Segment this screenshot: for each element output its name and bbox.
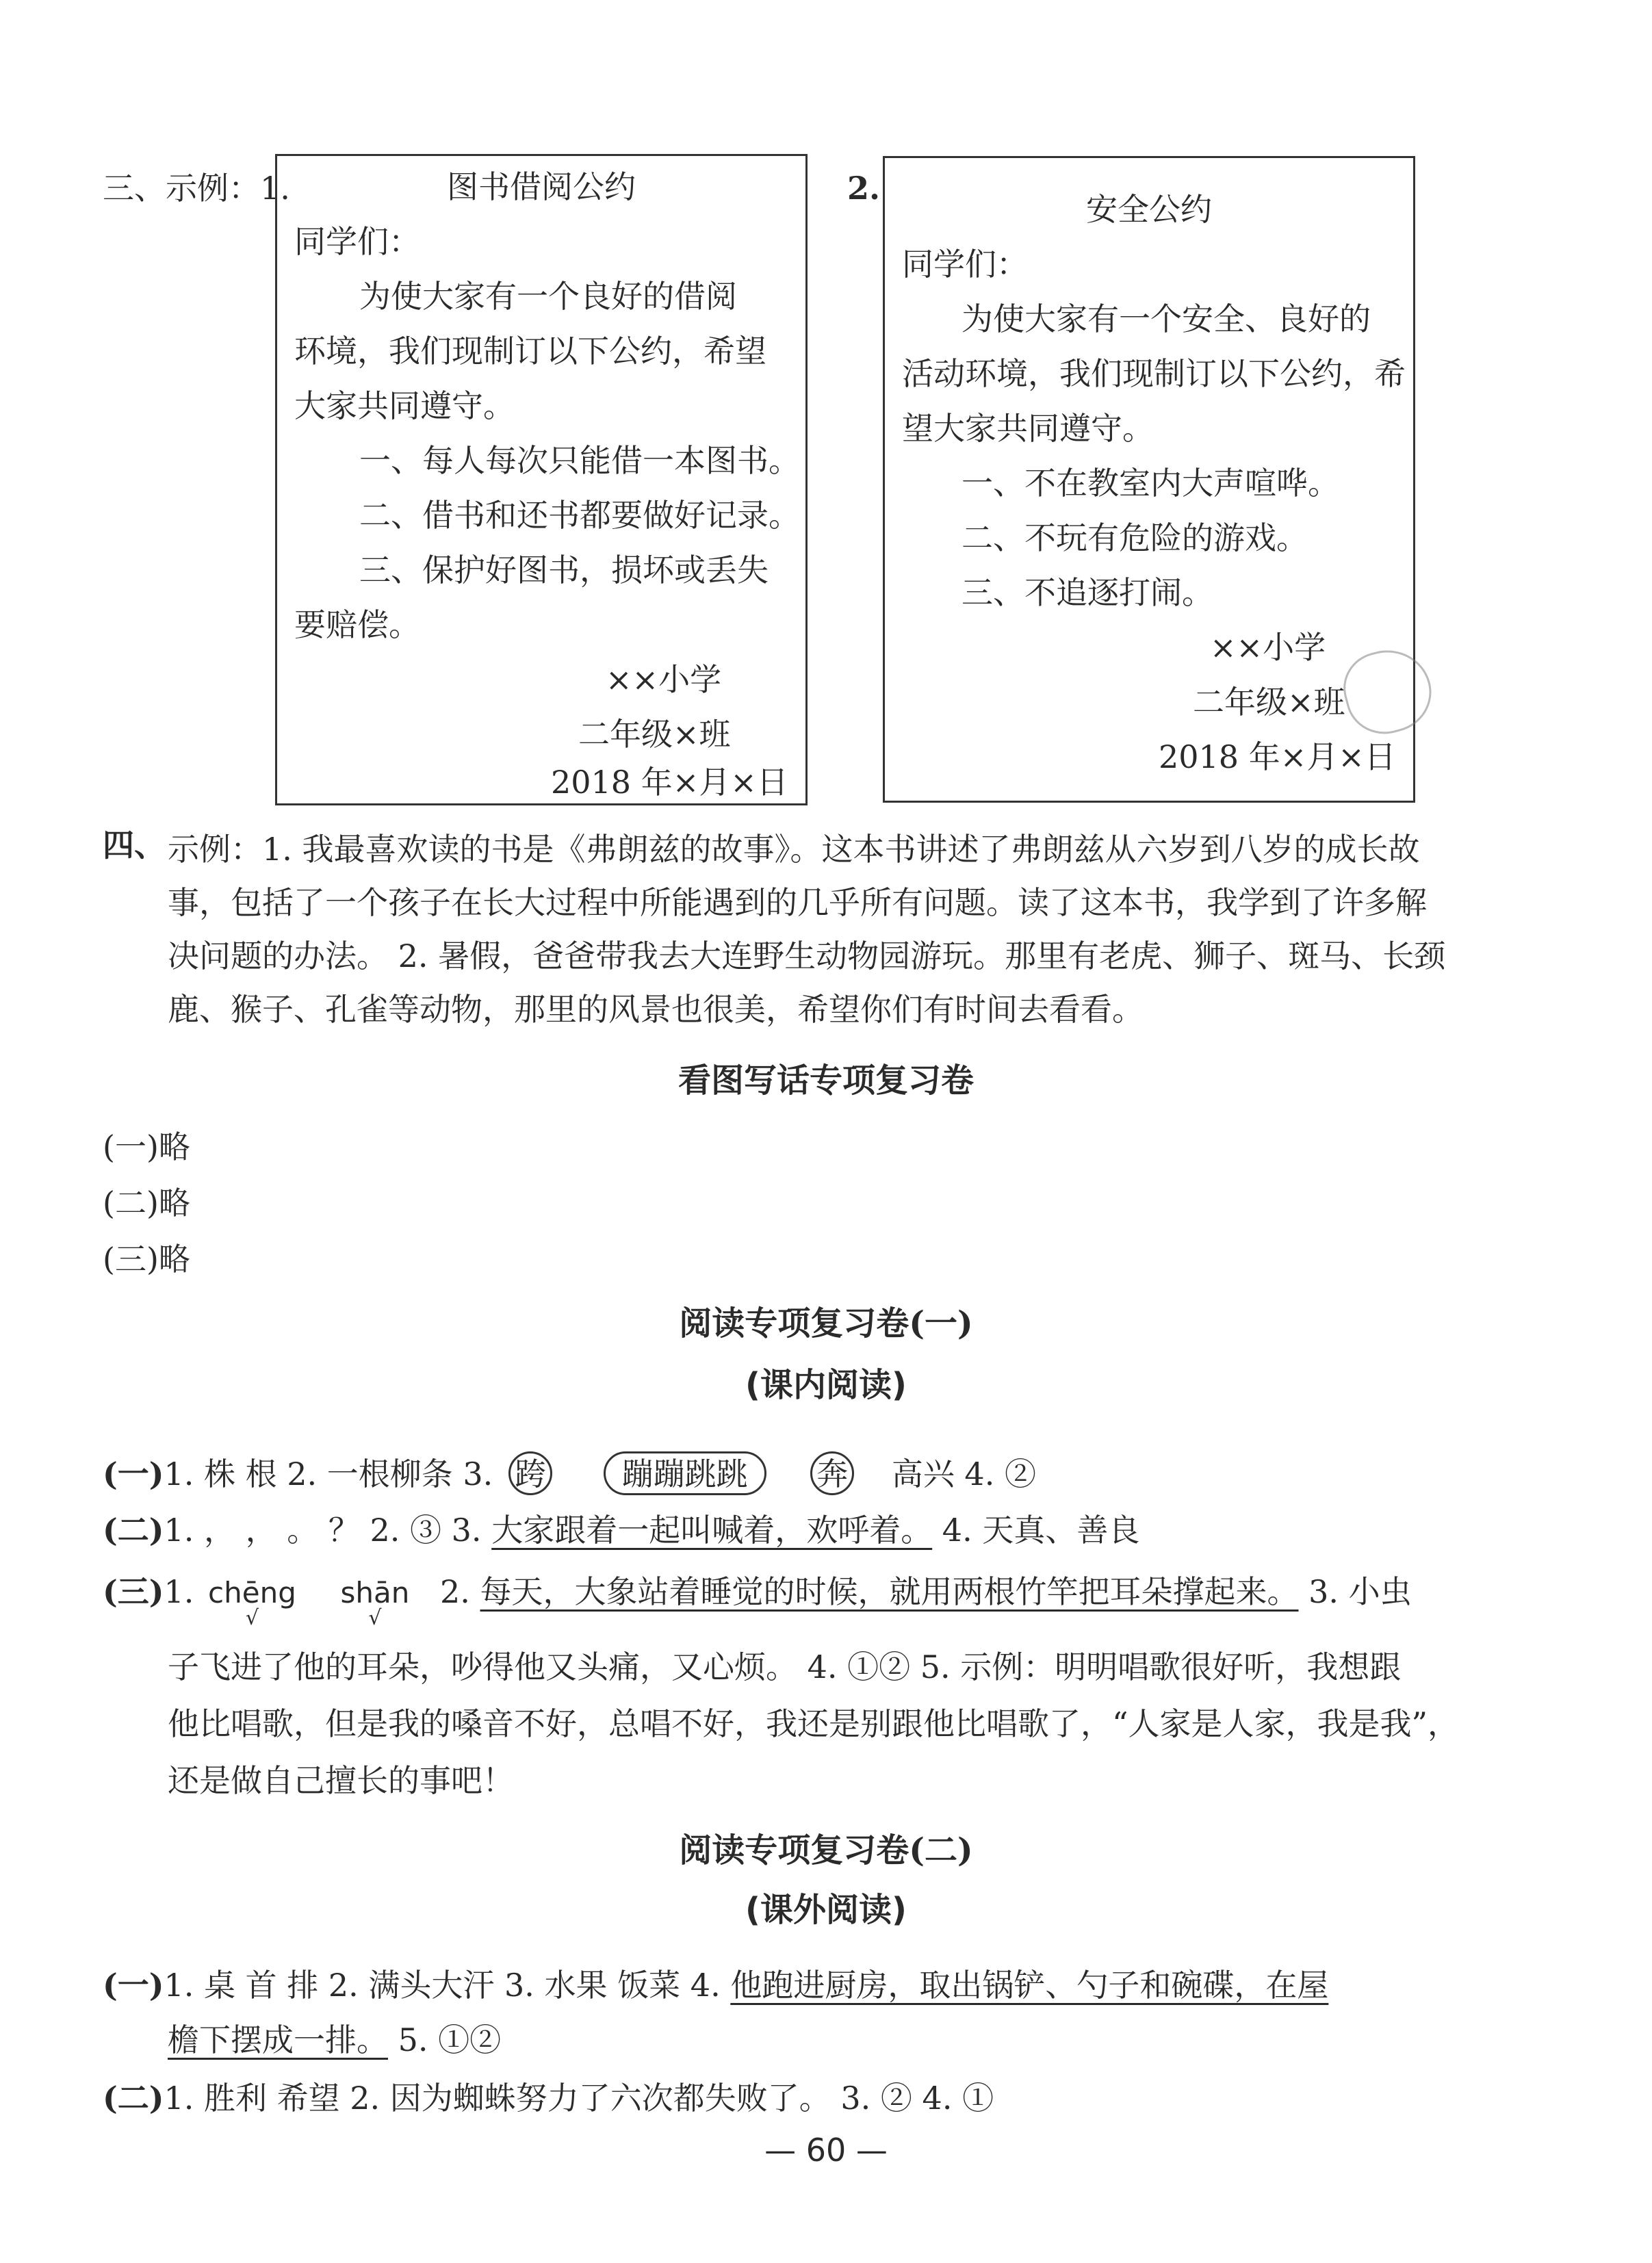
q-label: (二) [103,1512,164,1549]
box1-line: 二、借书和还书都要做好记录。 [359,497,800,534]
box2-line: 望大家共同遵守。 [902,410,1154,447]
kantu-title: 看图写话专项复习卷 [677,1061,974,1100]
box1-sign-date: 2018 年×月×日 [551,764,788,801]
section4-line: 示例：1. 我最喜欢读的书是《弗朗兹的故事》。这本书讲述了弗朗兹从六岁到八岁的成长故 [168,831,1420,868]
q-text: 5. ①② [388,2021,502,2058]
kantu-item: (二)略 [103,1185,190,1221]
reading1-q3-line: 还是做自己擅长的事吧！ [168,1762,514,1799]
box2-sign-school: ××小学 [1210,629,1326,666]
page-number: — 60 — [764,2132,888,2169]
safety-convention-box [883,156,1415,803]
box1-sign-school: ××小学 [606,661,722,698]
box2-greeting: 同学们： [902,246,1028,283]
underlined-answer: 檐下摆成一排。 [168,2021,388,2058]
pinyin-answer [340,1576,410,1630]
q-text: 高兴 4. ② [891,1456,1036,1492]
box1-title: 图书借阅公约 [447,168,636,205]
check-icon: √ [245,1606,259,1630]
box2-line: 一、不在教室内大声喧哗。 [961,465,1339,502]
q-text: 2. [440,1573,470,1610]
reading2-q1 [103,1961,1328,2006]
reading2-title: 阅读专项复习卷(二) [679,1831,973,1870]
box1-line: 三、保护好图书，损坏或丢失 [359,552,769,589]
box1-line: 一、每人每次只能借一本图书。 [359,442,800,479]
box2-line: 二、不玩有危险的游戏。 [961,519,1308,556]
check-icon: √ [368,1606,382,1630]
box2-line: 为使大家有一个安全、良好的 [961,300,1371,337]
reading1-title: 阅读专项复习卷(一) [679,1304,973,1343]
q-text: 1. [164,1573,194,1610]
section4-line: 决问题的办法。 2. 暑假，爸爸带我去大连野生动物园游玩。那里有老虎、狮子、斑马、长颈 [168,937,1446,974]
pinyin-answer [208,1576,296,1630]
section3-label2: 2. [847,170,881,207]
q-text: 3. 小虫 [1298,1573,1412,1610]
oval-word: 蹦蹦跳跳 [604,1451,766,1495]
section3-label: 三、示例：1. [103,170,290,207]
q-label: (三) [103,1573,164,1610]
box2-line: 活动环境，我们现制订以下公约，希 [902,355,1406,392]
reading1-q3-line: 他比唱歌，但是我的嗓音不好，总唱不好，我还是别跟他比唱歌了，“人家是人家，我是我”， [168,1705,1460,1742]
box1-line: 为使大家有一个良好的借阅 [359,278,737,315]
circled-char: 跨 [508,1451,552,1495]
q-text: 4. 天真、善良 [932,1512,1140,1549]
q-label: (一) [103,1456,164,1492]
circled-char: 奔 [810,1451,854,1495]
reading2-q2 [103,2073,994,2119]
q-text: 1. 株 根 2. 一根柳条 3. [164,1456,493,1492]
box1-sign-class: 二年级×班 [578,716,731,753]
q-label: (二) [103,2080,164,2117]
q-text: 1. ， ， 。 ？ 2. ③ 3. [164,1512,482,1549]
section4-label: 四、 [103,827,166,864]
q-text: 1. 胜利 希望 2. 因为蜘蛛努力了六次都失败了。 3. ② 4. ① [164,2080,994,2117]
box2-sign-class: 二年级×班 [1193,684,1345,721]
reading1-q3 [103,1567,1412,1630]
box1-greeting: 同学们： [294,223,420,260]
kantu-item: (三)略 [103,1241,190,1278]
section4-line: 鹿、猴子、孔雀等动物，那里的风景也很美，希望你们有时间去看看。 [168,991,1144,1028]
q-label: (一) [103,1967,164,2004]
section4-line: 事，包括了一个孩子在长大过程中所能遇到的几乎所有问题。读了这本书，我学到了许多解 [168,884,1427,921]
underlined-answer: 他跑进厨房，取出锅铲、勺子和碗碟，在屋 [730,1967,1329,2004]
reading2-subtitle: (课外阅读) [745,1891,907,1929]
box1-line: 环境，我们现制订以下公约，希望 [294,333,766,370]
box1-line: 要赔偿。 [294,606,420,643]
box2-sign-date: 2018 年×月×日 [1159,738,1396,775]
reading2-q1-line2 [168,2015,501,2060]
pinyin-text: chēng [208,1576,296,1609]
box2-line: 三、不追逐打闹。 [961,574,1213,611]
reading1-q2 [103,1505,1139,1551]
reading1-subtitle: (课内阅读) [745,1366,907,1404]
q-text: 1. 桌 首 排 2. 满头大汗 3. 水果 饭菜 4. [164,1967,721,2004]
underlined-answer: 每天，大象站着睡觉的时候，就用两根竹竿把耳朵撑起来。 [480,1573,1299,1610]
reading1-q3-line: 子飞进了他的耳朵，吵得他又头痛，又心烦。 4. ①② 5. 示例：明明唱歌很好听，我想跟 [168,1648,1402,1685]
box1-line: 大家共同遵守。 [294,387,515,424]
kantu-item: (一)略 [103,1128,190,1165]
box2-title: 安全公约 [1086,191,1212,228]
pinyin-text: shān [340,1576,410,1609]
underlined-answer: 大家跟着一起叫喊着，欢呼着。 [491,1512,933,1549]
library-convention-box [275,154,808,805]
reading1-q1 [103,1449,1036,1495]
